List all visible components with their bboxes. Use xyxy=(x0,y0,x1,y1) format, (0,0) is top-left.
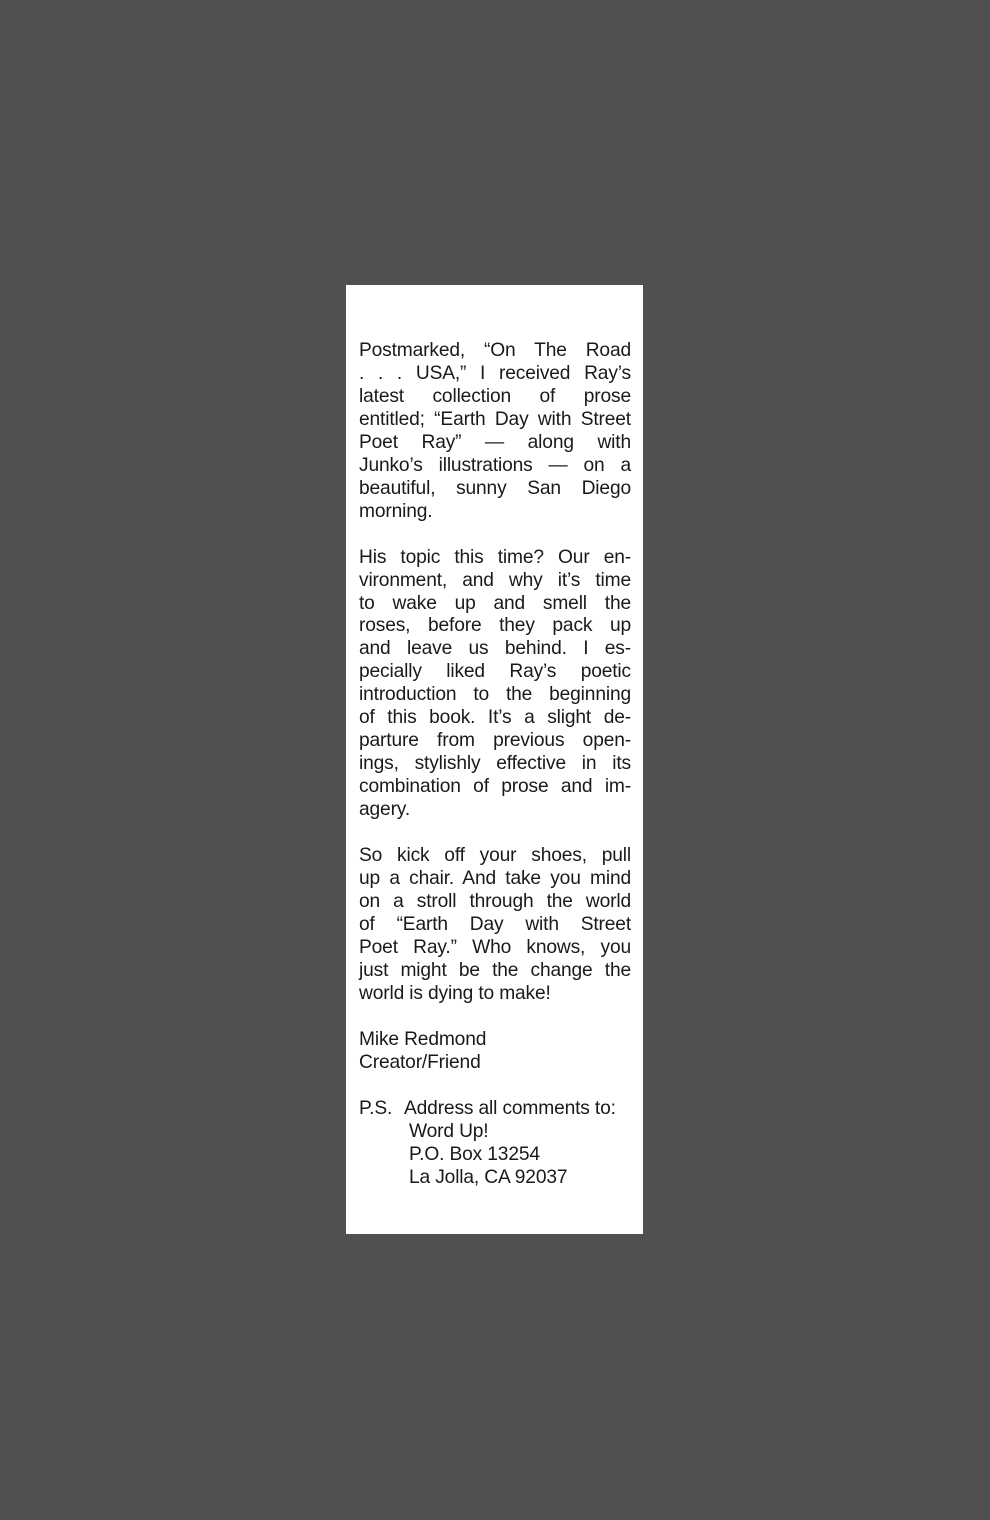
paragraph-topic xyxy=(359,547,631,822)
text-line: introduction to the beginning xyxy=(359,684,631,706)
address-line: La Jolla, CA 92037 xyxy=(409,1166,568,1188)
address-line: P.O. Box 13254 xyxy=(409,1143,540,1165)
text-line: world is dying to make! xyxy=(359,982,551,1004)
text-line: just might be the change the xyxy=(359,959,631,981)
text-line: beautiful, sunny San Diego xyxy=(359,477,631,499)
address-line: Word Up! xyxy=(409,1120,489,1142)
postscript xyxy=(359,1098,631,1190)
text-line: latest collection of prose xyxy=(359,385,631,407)
text-line: of “Earth Day with Street xyxy=(359,913,631,935)
paragraph-intro xyxy=(359,340,631,524)
text-line: up a chair. And take you mind xyxy=(359,868,631,890)
text-line: to wake up and smell the xyxy=(359,592,631,614)
text-line: Poet Ray.” Who knows, you xyxy=(359,936,631,958)
text-line: combination of prose and im- xyxy=(359,776,631,798)
text-line: ings, stylishly effective in its xyxy=(359,753,631,775)
signature-role: Creator/Friend xyxy=(359,1051,481,1073)
text-line: Junko’s illustrations — on a xyxy=(359,454,631,476)
text-line: pecially liked Ray’s poetic xyxy=(359,661,631,683)
text-line: and leave us behind. I es- xyxy=(359,638,631,660)
postscript-text: Address all comments to: xyxy=(404,1097,616,1119)
signature-name: Mike Redmond xyxy=(359,1028,487,1050)
text-line: Poet Ray” — along with xyxy=(359,431,631,453)
text-line: So kick off your shoes, pull xyxy=(359,845,631,867)
text-line: agery. xyxy=(359,799,411,821)
text-line: of this book. It’s a slight de- xyxy=(359,707,631,729)
postscript-heading xyxy=(359,1098,631,1121)
text-line: roses, before they pack up xyxy=(359,615,631,637)
text-line: morning. xyxy=(359,500,433,522)
paragraph-closing xyxy=(359,845,631,1006)
text-line: . . . USA,” I received Ray’s xyxy=(359,362,631,384)
text-line: on a stroll through the world xyxy=(359,890,631,912)
text-line: vironment, and why it’s time xyxy=(359,569,631,591)
postscript-tag: P.S. xyxy=(359,1097,393,1119)
text-line: parture from previous open- xyxy=(359,730,631,752)
text-line: entitled; “Earth Day with Street xyxy=(359,408,631,430)
text-line: His topic this time? Our en- xyxy=(359,546,631,568)
signature xyxy=(359,1029,631,1075)
text-line: Postmarked, “On The Road xyxy=(359,340,631,361)
document-page xyxy=(346,285,643,1234)
